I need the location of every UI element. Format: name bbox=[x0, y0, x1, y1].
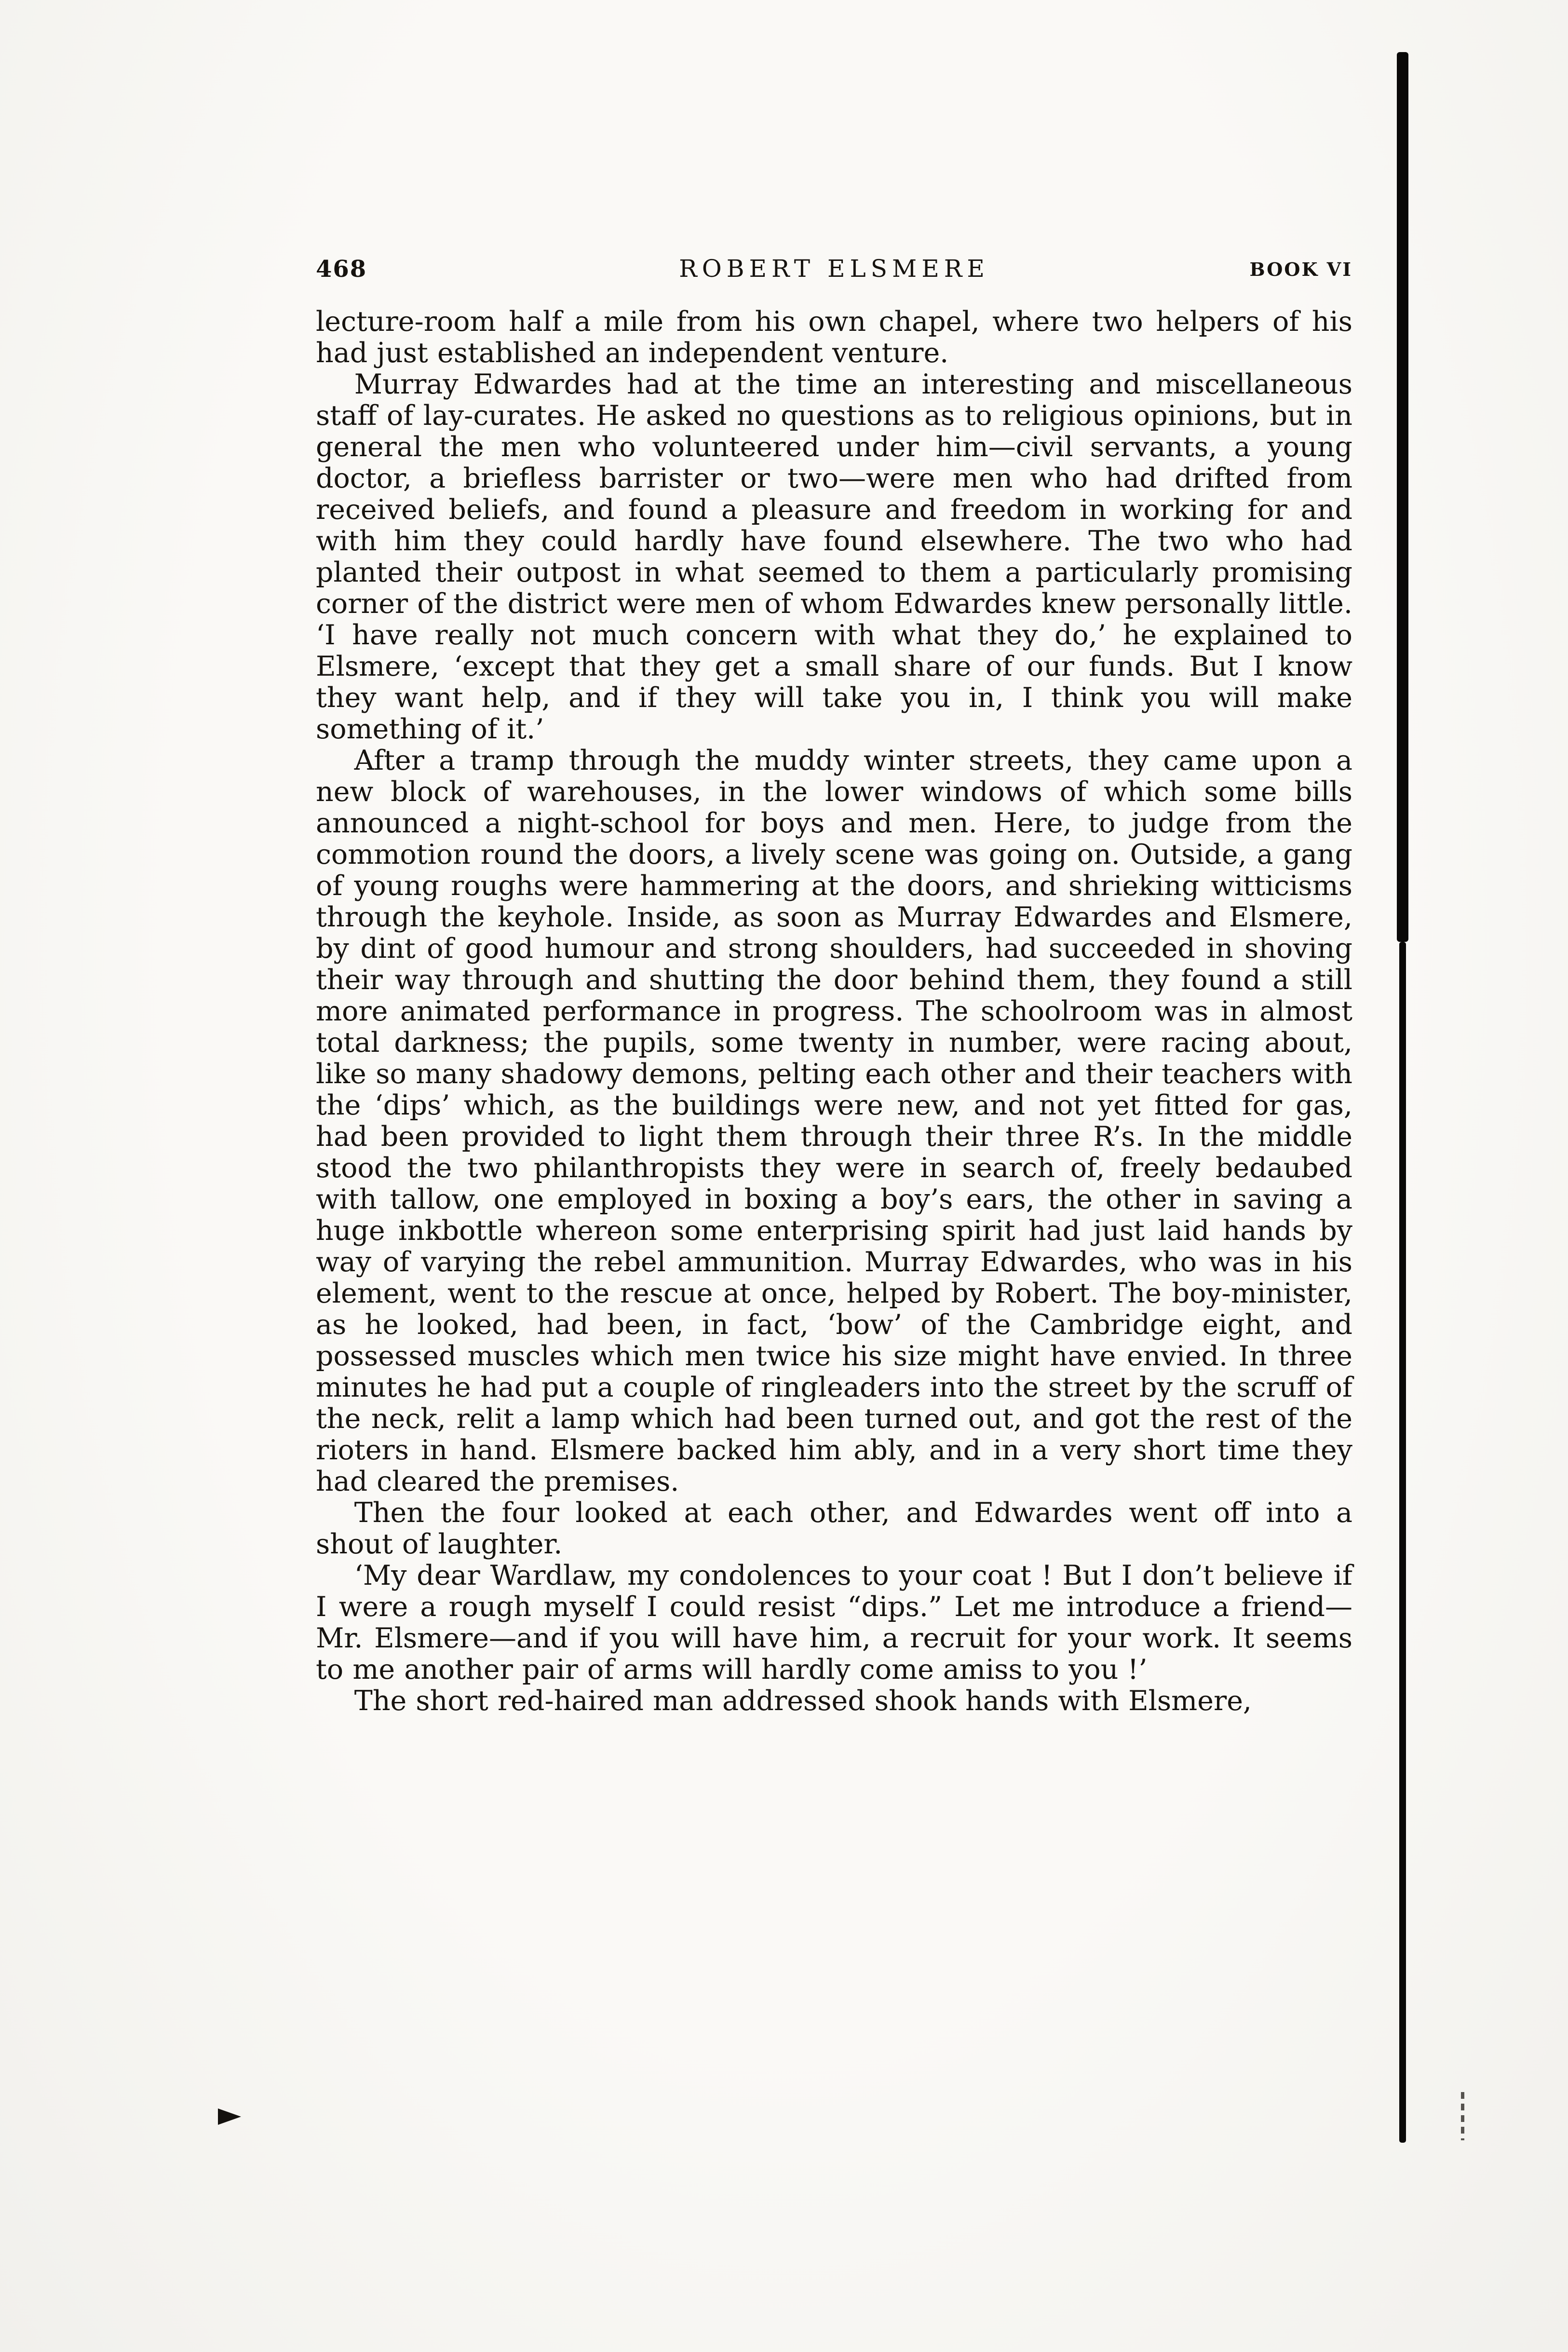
scan-binding-edge-upper bbox=[1397, 52, 1408, 942]
paragraph: Then the four looked at each other, and Edwardes went off into a shout of laughter. bbox=[316, 1497, 1352, 1560]
page-header bbox=[316, 251, 1352, 289]
paragraph-dialogue: ‘My dear Wardlaw, my condolences to your coat ! But I don’t believe if I were a rough myself I could resist “dips.” Let me introduce a friend—Mr. Elsmere—and if you will have him, a recruit for your work. It seems to me another pair of arms will hardly come amiss to you !’ bbox=[316, 1560, 1352, 1686]
running-title: ROBERT ELSMERE bbox=[679, 255, 989, 283]
scan-binding-edge-lower bbox=[1399, 942, 1406, 2143]
page-text bbox=[316, 306, 1352, 1717]
paragraph-continuation: lecture-room half a mile from his own chapel, where two helpers of his had just established an independent venture. bbox=[316, 306, 1352, 369]
paragraph-last-line: The short red-haired man addressed shook hands with Elsmere, bbox=[354, 1685, 1252, 1717]
page-number: 468 bbox=[316, 256, 367, 283]
paragraph: Murray Edwardes had at the time an interesting and miscellaneous staff of lay-curates. He asked no questions as to religious opinions, but in general the men who volunteered under him—civil servants, a young doctor, a briefless barrister or two—were men who had drifted from received beliefs, and found a pleasure and freedom in working for and with him they could hardly have found elsewhere. The two who had planted their outpost in what seemed to them a particularly promising corner of the district were men of whom Edwardes knew personally little. ‘I have really not much concern with what they do,’ he explained to Elsmere, ‘except that they get a small share of our funds. But I know they want help, and if they will take you in, I think you will make something of it.’ bbox=[316, 368, 1352, 745]
scan-arrow-mark bbox=[218, 2108, 241, 2125]
section-label: BOOK VI bbox=[1249, 258, 1352, 280]
paragraph: After a tramp through the muddy winter streets, they came upon a new block of warehouses, in the lower windows of which some bills announced a night-school for boys and men. Here, to judge from the commotion round the doors, a lively scene was going on. Outside, a gang of young roughs were hammering at the doors, and shrieking witticisms through the keyhole. Inside, as soon as Murray Edwardes and Elsmere, by dint of good humour and strong shoulders, had succeeded in shoving their way through and shutting the door behind them, they found a still more animated performance in progress. The schoolroom was in almost total darkness; the pupils, some twenty in number, were racing about, like so many shadowy demons, pelting each other and their teachers with the ‘dips’ which, as the buildings were new, and not yet fitted for gas, had been provided to light them through their three R’s. In the middle stood the two philanthropists they were in search of, freely bedaubed with tallow, one employed in boxing a boy’s ears, the other in saving a huge inkbottle whereon some enterprising spirit had just laid hands by way of varying the rebel ammunition. Murray Edwardes, who was in his element, went to the rescue at once, helped by Robert. The boy-minister, as he looked, had been, in fact, ‘bow’ of the Cambridge eight, and possessed muscles which men twice his size might have envied. In three minutes he had put a couple of ringleaders into the street by the scruff of the neck, relit a lamp which had been turned out, and got the rest of the rioters in hand. Elsmere backed him ably, and in a very short time they had cleared the premises. bbox=[316, 745, 1352, 1497]
scan-edge-tick-mark bbox=[1461, 2092, 1464, 2140]
